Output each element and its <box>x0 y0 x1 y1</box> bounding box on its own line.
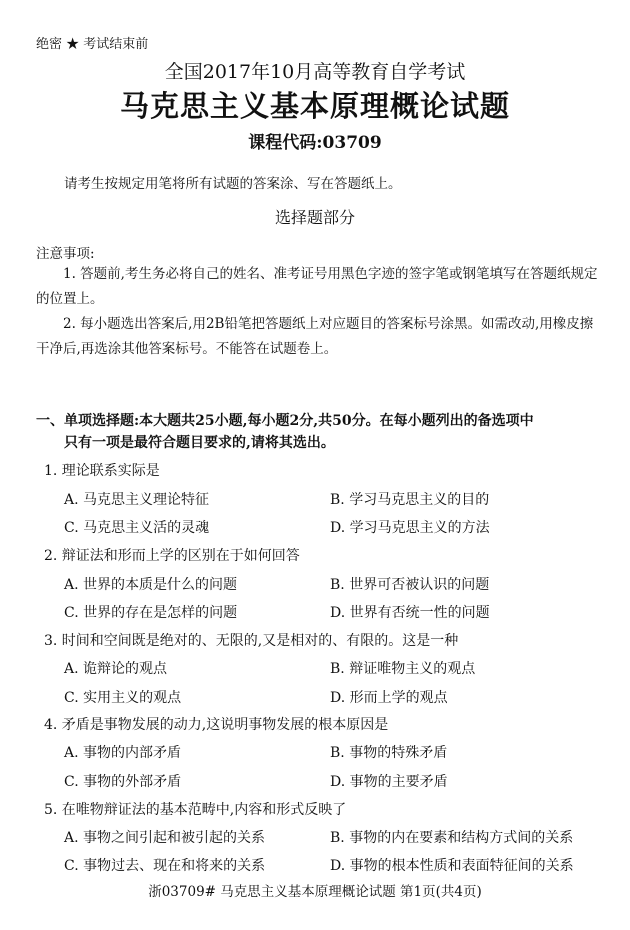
option-d: D. 世界有否统一性的问题 <box>330 605 490 621</box>
option-c: C. 事物过去、现在和将来的关系 <box>64 858 266 874</box>
question-stem: 5. 在唯物辩证法的基本范畴中,内容和形式反映了 <box>44 802 347 818</box>
notes-heading: 注意事项: <box>36 246 95 262</box>
option-d: D. 形而上学的观点 <box>330 690 448 706</box>
confidentiality-mark: 绝密 ★ 考试结束前 <box>36 37 149 52</box>
question-stem: 4. 矛盾是事物发展的动力,这说明事物发展的根本原因是 <box>44 717 389 733</box>
option-b: B. 事物的内在要素和结构方式间的关系 <box>330 830 574 846</box>
section-title: 选择题部分 <box>274 208 355 227</box>
option-a: A. 世界的本质是什么的问题 <box>64 577 238 593</box>
part1-heading: 一、单项选择题:本大题共25小题,每小题2分,共50分。在每小题列出的备选项中 <box>36 413 534 429</box>
option-c: C. 事物的外部矛盾 <box>64 774 182 790</box>
option-b: B. 世界可否被认识的问题 <box>330 577 490 593</box>
course-code: 课程代码:03709 <box>248 133 382 153</box>
question-stem: 1. 理论联系实际是 <box>44 463 160 479</box>
note-item: 2. 每小题选出答案后,用2B铅笔把答题纸上对应题目的答案标号涂黑。如需改动,用橡皮擦干净后,再选涂其他答案标号。不能答在试题卷上。 <box>36 316 594 357</box>
option-b: B. 学习马克思主义的目的 <box>330 492 490 508</box>
option-d: D. 事物的主要矛盾 <box>330 774 448 790</box>
option-d: D. 学习马克思主义的方法 <box>330 520 490 536</box>
page-footer: 浙03709# 马克思主义基本原理概论试题 第1页(共4页) <box>148 884 482 900</box>
option-c: C. 实用主义的观点 <box>64 690 182 706</box>
option-a: A. 马克思主义理论特征 <box>64 492 210 508</box>
option-a: A. 诡辩论的观点 <box>64 661 168 677</box>
question-stem: 2. 辩证法和形而上学的区别在于如何回答 <box>44 548 300 564</box>
option-b: B. 辩证唯物主义的观点 <box>330 661 476 677</box>
exam-title: 全国2017年10月高等教育自学考试 <box>164 61 466 83</box>
note-item: 1. 答题前,考生务必将自己的姓名、准考证号用黑色字迹的签字笔或钢笔填写在答题纸规定的位置上。 <box>36 266 598 307</box>
answer-instruction: 请考生按规定用笔将所有试题的答案涂、写在答题纸上。 <box>64 176 402 192</box>
option-a: A. 事物之间引起和被引起的关系 <box>64 830 266 846</box>
option-c: C. 马克思主义活的灵魂 <box>64 520 210 536</box>
option-b: B. 事物的特殊矛盾 <box>330 745 448 761</box>
question-stem: 3. 时间和空间既是绝对的、无限的,又是相对的、有限的。这是一种 <box>44 633 459 649</box>
option-a: A. 事物的内部矛盾 <box>64 745 182 761</box>
option-c: C. 世界的存在是怎样的问题 <box>64 605 238 621</box>
part1-heading-cont: 只有一项是最符合题目要求的,请将其选出。 <box>64 435 335 451</box>
paper-title: 马克思主义基本原理概论试题 <box>119 89 510 123</box>
option-d: D. 事物的根本性质和表面特征间的关系 <box>330 858 574 874</box>
